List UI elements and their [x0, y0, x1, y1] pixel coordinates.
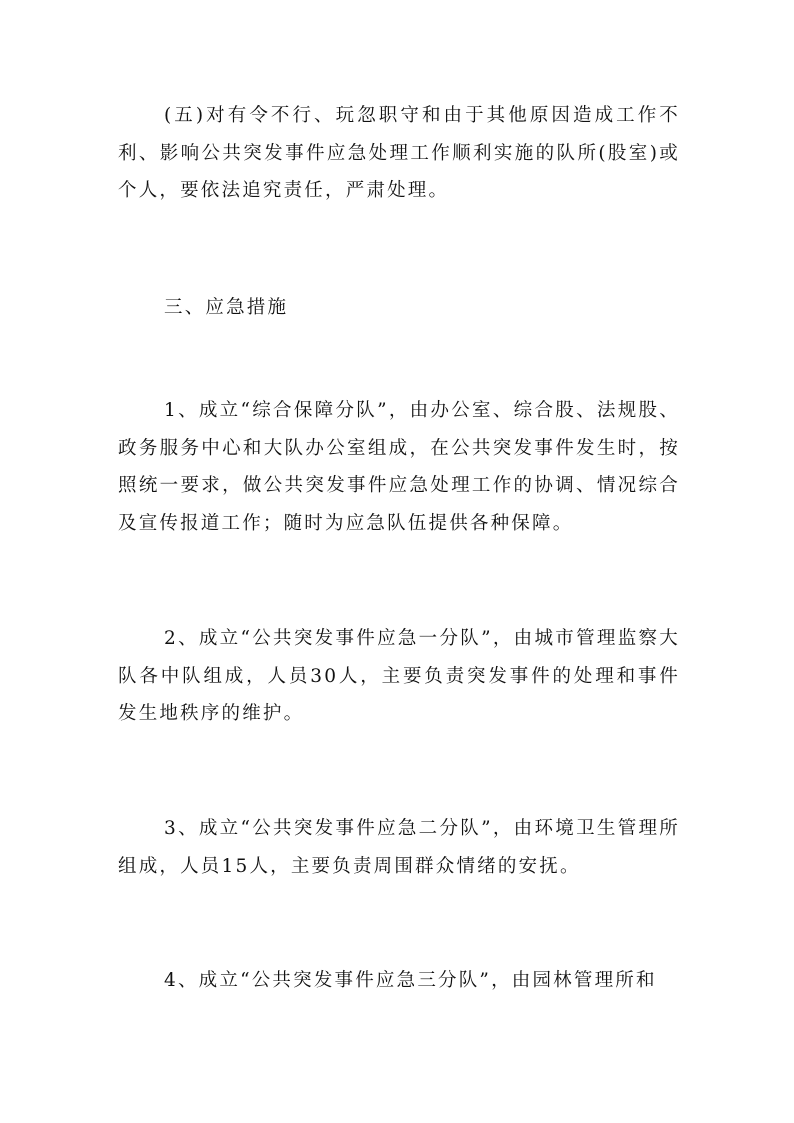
paragraph-measure-2: 2、成立“公共突发事件应急一分队”，由城市管理监察大队各中队组成，人员30人，主要负责突发事件的处理和事件发生地秩序的维护。 — [118, 628, 680, 724]
paragraph-measure-1: 1、成立“综合保障分队”，由办公室、综合股、法规股、政务服务中心和大队办公室组成，在公共突发事件发生时，按照统一要求，做公共突发事件应急处理工作的协调、情况综合及宣传报道工作；随时为应急队伍提供各种保障。 — [118, 400, 680, 534]
paragraph-measure-4: 4、成立“公共突发事件应急三分队”，由园林管理所和 — [164, 970, 657, 991]
section-heading-emergency-measures: 三、应急措施 — [164, 297, 289, 318]
paragraph-accountability: (五)对有令不行、玩忽职守和由于其他原因造成工作不利、影响公共突发事件应急处理工作顺利实施的队所(股室)或个人，要依法追究责任，严肃处理。 — [118, 105, 680, 201]
paragraph-measure-3: 3、成立“公共突发事件应急二分队”，由环境卫生管理所组成，人员15人，主要负责周围群众情绪的安抚。 — [118, 818, 680, 877]
